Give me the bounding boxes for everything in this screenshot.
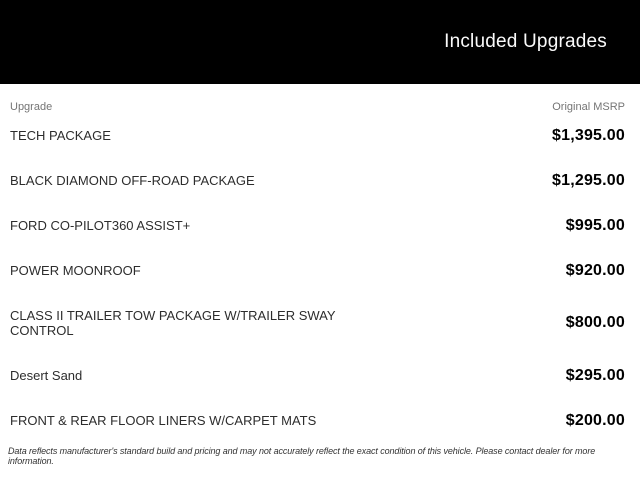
table-row xyxy=(10,293,625,353)
table-row xyxy=(10,158,625,203)
upgrade-name: FORD CO-PILOT360 ASSIST+ xyxy=(10,218,191,233)
disclaimer-text: Data reflects manufacturer's standard build and pricing and may not accurately reflect the exact condition of this vehicle. Please contact dealer for more information. xyxy=(8,446,596,466)
upgrade-name: BLACK DIAMOND OFF-ROAD PACKAGE xyxy=(10,173,255,188)
table-column-headers xyxy=(10,84,625,113)
upgrade-price: $920.00 xyxy=(565,261,625,279)
upgrade-name: POWER MOONROOF xyxy=(10,263,141,278)
upgrade-price: $200.00 xyxy=(565,411,625,429)
upgrade-price: $800.00 xyxy=(565,314,625,331)
column-header-msrp: Original MSRP xyxy=(552,101,625,113)
upgrade-price: $1,295.00 xyxy=(552,171,625,189)
table-row xyxy=(10,203,625,248)
title-bar xyxy=(0,0,640,84)
table-row xyxy=(10,398,625,443)
upgrade-name: Desert Sand xyxy=(10,368,83,383)
upgrade-name: CLASS II TRAILER TOW PACKAGE W/TRAILER SWAY CONTROL xyxy=(10,308,336,338)
page-title: Included Upgrades xyxy=(444,31,607,52)
table-rows xyxy=(10,113,625,443)
upgrade-price: $995.00 xyxy=(565,216,625,234)
upgrade-name: FRONT & REAR FLOOR LINERS W/CARPET MATS xyxy=(10,413,317,428)
upgrade-price: $295.00 xyxy=(565,366,625,384)
upgrade-price: $1,395.00 xyxy=(552,126,625,144)
table-row xyxy=(10,248,625,293)
table-row xyxy=(10,353,625,398)
upgrade-name: TECH PACKAGE xyxy=(10,128,111,143)
table-row xyxy=(10,113,625,158)
upgrades-table xyxy=(0,84,640,443)
column-header-upgrade: Upgrade xyxy=(10,101,53,113)
